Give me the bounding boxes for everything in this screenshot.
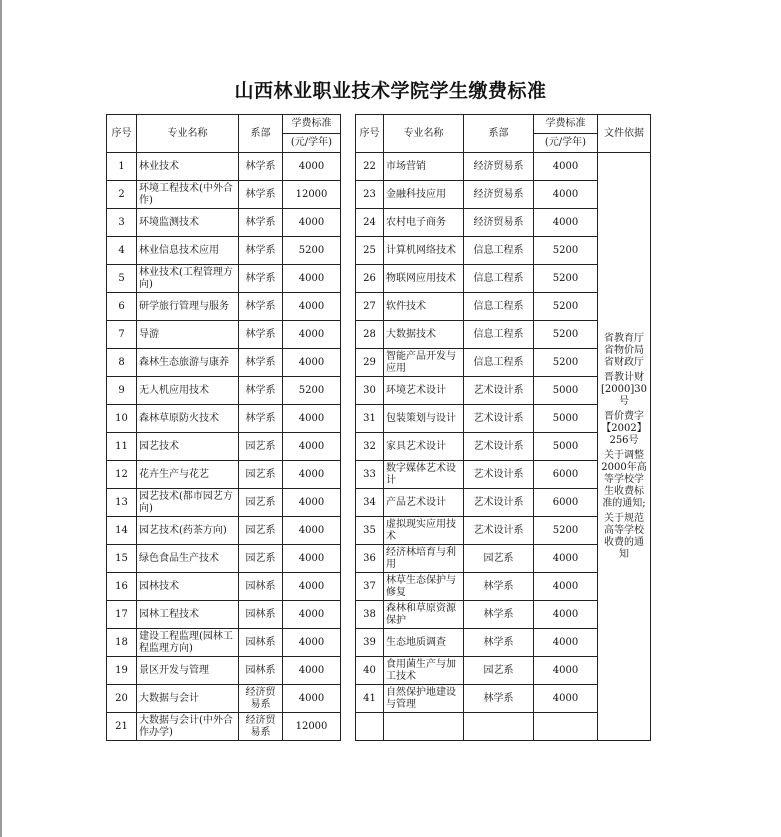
row-seq: 16: [107, 573, 137, 601]
row-fee: 4000: [283, 153, 341, 181]
row-seq: 31: [356, 405, 384, 433]
row-major-name: 园艺技术(药茶方向): [137, 517, 239, 545]
header-dept: 系部: [239, 115, 283, 153]
row-major-name: 环境艺术设计: [384, 377, 464, 405]
row-seq: 34: [356, 489, 384, 517]
row-fee: 6000: [534, 461, 598, 489]
row-dept: 信息工程系: [464, 265, 534, 293]
table-row: [107, 433, 341, 461]
row-seq: 3: [107, 209, 137, 237]
row-major-name: 虚拟现实应用技术: [384, 517, 464, 545]
row-dept: 艺术设计系: [464, 489, 534, 517]
row-major-name: 生态地质调查: [384, 629, 464, 657]
row-major-name: 林业信息技术应用: [137, 237, 239, 265]
row-dept: 经济贸易系: [464, 153, 534, 181]
row-dept: 林学系: [464, 573, 534, 601]
header-fee: 学费标准: [283, 115, 341, 134]
row-fee: 4000: [534, 601, 598, 629]
row-seq: 13: [107, 489, 137, 517]
header-fee-unit: (元/学年): [283, 134, 341, 153]
row-major-name: 景区开发与管理: [137, 657, 239, 685]
row-seq: 12: [107, 461, 137, 489]
row-dept: 园艺系: [239, 461, 283, 489]
row-seq: 4: [107, 237, 137, 265]
row-dept: 艺术设计系: [464, 405, 534, 433]
table-row: [107, 713, 341, 741]
row-major-name: 导游: [137, 321, 239, 349]
row-fee: 12000: [283, 181, 341, 209]
row-major-name: 林业技术: [137, 153, 239, 181]
row-seq: 36: [356, 545, 384, 573]
fee-table-left: [106, 114, 341, 741]
header-seq: 序号: [107, 115, 137, 153]
row-seq: 8: [107, 349, 137, 377]
row-seq-empty: [356, 713, 384, 741]
row-dept: 经济贸易系: [239, 685, 283, 713]
table-row: [107, 237, 341, 265]
row-dept: 艺术设计系: [464, 377, 534, 405]
row-fee: 4000: [283, 573, 341, 601]
row-seq: 22: [356, 153, 384, 181]
header-dept: 系部: [464, 115, 534, 153]
row-major-name: 市场营销: [384, 153, 464, 181]
row-major-name: 研学旅行管理与服务: [137, 293, 239, 321]
row-fee: 4000: [534, 629, 598, 657]
row-seq: 29: [356, 349, 384, 377]
header-major: 专业名称: [384, 115, 464, 153]
row-seq: 9: [107, 377, 137, 405]
row-dept: 林学系: [239, 209, 283, 237]
row-major-name: 园艺技术: [137, 433, 239, 461]
row-dept: 信息工程系: [464, 321, 534, 349]
basis-note: 晋价费字【2002】256号: [601, 410, 647, 446]
row-fee: 4000: [534, 153, 598, 181]
row-fee: 4000: [283, 293, 341, 321]
row-seq: 5: [107, 265, 137, 293]
row-seq: 40: [356, 657, 384, 685]
row-major-name: 花卉生产与花艺: [137, 461, 239, 489]
row-seq: 35: [356, 517, 384, 545]
table-row: [107, 629, 341, 657]
row-seq: 21: [107, 713, 137, 741]
row-fee: 5200: [534, 517, 598, 545]
table-row: [356, 153, 651, 181]
table-row: [107, 209, 341, 237]
row-dept: 艺术设计系: [464, 517, 534, 545]
row-seq: 17: [107, 601, 137, 629]
table-row: [107, 517, 341, 545]
row-fee: 4000: [283, 433, 341, 461]
row-seq: 39: [356, 629, 384, 657]
row-seq: 32: [356, 433, 384, 461]
row-dept: 信息工程系: [464, 293, 534, 321]
row-major-name: 建设工程监理(园林工程监理方向): [137, 629, 239, 657]
row-seq: 19: [107, 657, 137, 685]
table-row: [107, 321, 341, 349]
row-dept: 林学系: [239, 181, 283, 209]
row-fee: 4000: [283, 489, 341, 517]
table-row: [107, 405, 341, 433]
row-seq: 18: [107, 629, 137, 657]
basis-notes-cell: [598, 153, 651, 741]
row-major-name: 园林技术: [137, 573, 239, 601]
row-major-name: 林草生态保护与修复: [384, 573, 464, 601]
row-dept: 林学系: [464, 601, 534, 629]
table-row: [107, 489, 341, 517]
row-dept: 园艺系: [239, 489, 283, 517]
row-seq: 20: [107, 685, 137, 713]
row-major-name: 园艺技术(都市园艺方向): [137, 489, 239, 517]
row-fee: 4000: [534, 545, 598, 573]
row-major-name: 家具艺术设计: [384, 433, 464, 461]
table-row: [107, 601, 341, 629]
row-major-name: 食用菌生产与加工技术: [384, 657, 464, 685]
row-fee: 4000: [283, 321, 341, 349]
row-dept: 经济贸易系: [464, 209, 534, 237]
row-seq: 41: [356, 685, 384, 713]
row-major-name: 金融科技应用: [384, 181, 464, 209]
row-fee: 4000: [283, 461, 341, 489]
row-fee: 5200: [534, 349, 598, 377]
basis-note: 关于规范高等学校收费的通知: [604, 512, 644, 560]
row-dept: 信息工程系: [464, 349, 534, 377]
row-fee: 5200: [283, 237, 341, 265]
row-seq: 2: [107, 181, 137, 209]
row-seq: 23: [356, 181, 384, 209]
row-seq: 14: [107, 517, 137, 545]
row-major-name: 环境工程技术(中外合作): [137, 181, 239, 209]
row-dept: 园艺系: [464, 657, 534, 685]
row-dept: 林学系: [239, 349, 283, 377]
table-row: [107, 461, 341, 489]
row-fee: 4000: [534, 181, 598, 209]
row-fee: 5200: [534, 321, 598, 349]
row-major-name: 农村电子商务: [384, 209, 464, 237]
row-dept: 林学系: [239, 153, 283, 181]
row-major-name: 大数据与会计(中外合作办学): [137, 713, 239, 741]
row-seq: 28: [356, 321, 384, 349]
row-fee: 6000: [534, 489, 598, 517]
row-major-name: 森林草原防火技术: [137, 405, 239, 433]
row-fee: 4000: [534, 209, 598, 237]
row-dept: 园艺系: [239, 545, 283, 573]
table-row: [107, 377, 341, 405]
row-dept: 园林系: [239, 573, 283, 601]
header-fee: 学费标准: [534, 115, 598, 134]
row-fee: 5000: [534, 377, 598, 405]
row-dept: 园艺系: [464, 545, 534, 573]
row-major-name: 林业技术(工程管理方向): [137, 265, 239, 293]
basis-note: 省教育厅省物价局省财政厅: [604, 332, 644, 368]
table-row: [107, 349, 341, 377]
basis-note: 关于调整2000年高等学校学生收费标准的通知;: [601, 449, 647, 509]
row-major-name: 园林工程技术: [137, 601, 239, 629]
row-fee: 4000: [283, 265, 341, 293]
row-dept: 林学系: [239, 321, 283, 349]
row-major-name: 无人机应用技术: [137, 377, 239, 405]
row-dept: 经济贸易系: [239, 713, 283, 741]
row-seq: 7: [107, 321, 137, 349]
row-dept: 林学系: [239, 377, 283, 405]
row-fee: 4000: [283, 601, 341, 629]
row-seq: 26: [356, 265, 384, 293]
row-major-name: 数字媒体艺术设计: [384, 461, 464, 489]
table-row: [107, 153, 341, 181]
row-dept: 林学系: [239, 237, 283, 265]
row-dept: 林学系: [464, 685, 534, 713]
table-row: [107, 545, 341, 573]
row-fee: 4000: [283, 657, 341, 685]
header-basis: 文件依据: [598, 115, 651, 153]
row-seq: 11: [107, 433, 137, 461]
row-major-name: 森林生态旅游与康养: [137, 349, 239, 377]
row-fee: 4000: [283, 517, 341, 545]
row-seq: 27: [356, 293, 384, 321]
page-title: 山西林业职业技术学院学生缴费标准: [234, 80, 547, 102]
table-row: [107, 181, 341, 209]
row-fee: 5200: [534, 293, 598, 321]
row-major-name: 森林和草原资源保护: [384, 601, 464, 629]
row-dept: 艺术设计系: [464, 433, 534, 461]
row-fee: 4000: [283, 405, 341, 433]
row-fee: 4000: [283, 349, 341, 377]
row-major-name: 大数据技术: [384, 321, 464, 349]
row-seq: 10: [107, 405, 137, 433]
row-fee: 5200: [534, 265, 598, 293]
row-dept-empty: [464, 713, 534, 741]
row-major-name: 自然保护地建设与管理: [384, 685, 464, 713]
row-seq: 30: [356, 377, 384, 405]
row-major-name: 包装策划与设计: [384, 405, 464, 433]
row-fee: 4000: [534, 573, 598, 601]
row-seq: 37: [356, 573, 384, 601]
row-seq: 15: [107, 545, 137, 573]
row-major-name: 物联网应用技术: [384, 265, 464, 293]
row-dept: 园艺系: [239, 433, 283, 461]
row-fee-empty: [534, 713, 598, 741]
row-dept: 园林系: [239, 629, 283, 657]
row-fee: 5000: [534, 433, 598, 461]
row-dept: 艺术设计系: [464, 461, 534, 489]
table-row: [107, 265, 341, 293]
row-fee: 4000: [534, 685, 598, 713]
row-dept: 园林系: [239, 657, 283, 685]
row-seq: 38: [356, 601, 384, 629]
row-dept: 园艺系: [239, 517, 283, 545]
row-major-name: 大数据与会计: [137, 685, 239, 713]
table-row: [107, 573, 341, 601]
row-major-name: 绿色食品生产技术: [137, 545, 239, 573]
row-fee: 5000: [534, 405, 598, 433]
row-fee: 4000: [283, 545, 341, 573]
row-dept: 林学系: [239, 265, 283, 293]
row-dept: 林学系: [239, 293, 283, 321]
row-fee: 4000: [534, 657, 598, 685]
row-fee: 5200: [534, 237, 598, 265]
row-dept: 园林系: [239, 601, 283, 629]
row-dept: 林学系: [464, 629, 534, 657]
row-major-empty: [384, 713, 464, 741]
row-seq: 1: [107, 153, 137, 181]
row-major-name: 环境监测技术: [137, 209, 239, 237]
header-major: 专业名称: [137, 115, 239, 153]
row-fee: 5200: [283, 377, 341, 405]
row-major-name: 产品艺术设计: [384, 489, 464, 517]
row-seq: 24: [356, 209, 384, 237]
row-major-name: 计算机网络技术: [384, 237, 464, 265]
row-dept: 经济贸易系: [464, 181, 534, 209]
table-row: [107, 293, 341, 321]
table-row: [107, 657, 341, 685]
row-fee: 4000: [283, 629, 341, 657]
row-major-name: 经济林培育与利用: [384, 545, 464, 573]
basis-note: 晋教计财[2000]30号: [601, 371, 647, 407]
row-major-name: 软件技术: [384, 293, 464, 321]
header-seq: 序号: [356, 115, 384, 153]
row-dept: 信息工程系: [464, 237, 534, 265]
row-seq: 33: [356, 461, 384, 489]
row-seq: 25: [356, 237, 384, 265]
row-major-name: 智能产品开发与应用: [384, 349, 464, 377]
page-left-border: [0, 0, 2, 837]
row-fee: 4000: [283, 209, 341, 237]
table-row: [107, 685, 341, 713]
row-seq: 6: [107, 293, 137, 321]
row-dept: 林学系: [239, 405, 283, 433]
fee-table-right: [355, 114, 651, 741]
row-fee: 12000: [283, 713, 341, 741]
header-fee-unit: (元/学年): [534, 134, 598, 153]
row-fee: 4000: [283, 685, 341, 713]
